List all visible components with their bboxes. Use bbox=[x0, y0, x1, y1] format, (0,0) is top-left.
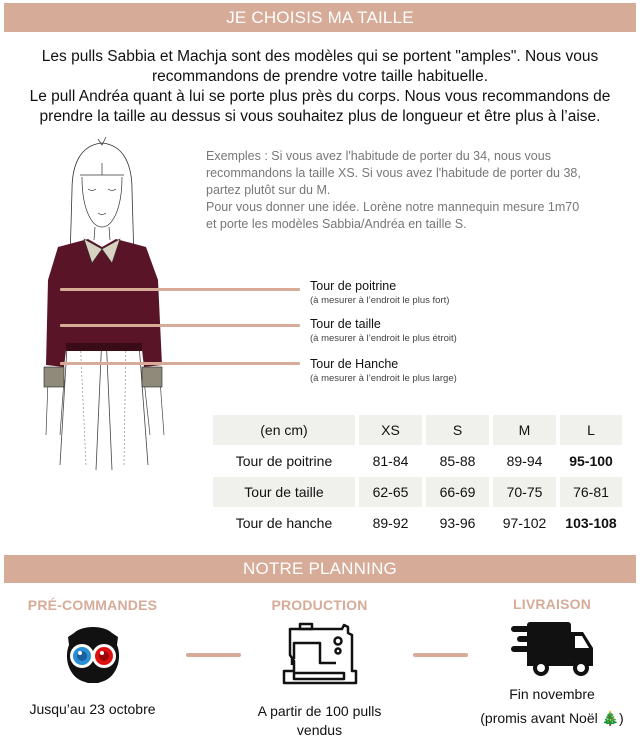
table-row bbox=[213, 508, 622, 539]
intro-text bbox=[10, 47, 630, 127]
examples-line: Pour vous donner une idée. Lorène notre mannequin mesure 1m70 bbox=[206, 200, 580, 214]
examples-text bbox=[206, 148, 626, 233]
examples-line: Exemples : Si vous avez l'habitude de porter du 34, nous vous bbox=[206, 149, 551, 163]
owl-icon bbox=[62, 623, 124, 685]
timeline-connector bbox=[186, 653, 241, 657]
table-cell: 76-81 bbox=[560, 477, 622, 507]
timeline-connector bbox=[413, 653, 468, 657]
step-desc-line: A partir de 100 pulls bbox=[257, 703, 382, 719]
step-desc bbox=[472, 682, 632, 730]
size-table bbox=[213, 415, 622, 539]
table-header-cell: (en cm) bbox=[213, 415, 355, 445]
step-production bbox=[237, 597, 402, 736]
table-cell: 97-102 bbox=[502, 515, 547, 531]
size-section-title: JE CHOISIS MA TAILLE bbox=[4, 3, 636, 32]
table-cell: 81-84 bbox=[372, 453, 409, 469]
table-header-cell: XS bbox=[359, 415, 422, 445]
step-desc: Jusqu’au 23 octobre bbox=[29, 701, 156, 717]
table-cell: 93-96 bbox=[439, 515, 476, 531]
table-cell: 85-88 bbox=[439, 453, 476, 469]
intro-line: Le pull Andréa quant à lui se porte plus près du corps. Nous vous recommandons de bbox=[29, 88, 611, 105]
measure-title: Tour de taille bbox=[310, 317, 381, 331]
step-desc-line: Fin novembre bbox=[509, 686, 595, 702]
measure-title: Tour de Hanche bbox=[310, 357, 399, 371]
model-illustration bbox=[40, 135, 170, 475]
table-row-label: Tour de hanche bbox=[235, 515, 333, 531]
chest-measure-line bbox=[60, 288, 300, 291]
sewing-machine-icon bbox=[280, 619, 360, 685]
step-desc-line: vendus bbox=[296, 722, 343, 736]
table-cell: 62-65 bbox=[359, 477, 422, 507]
table-cell: 66-69 bbox=[426, 477, 489, 507]
step-pre-orders bbox=[10, 597, 175, 719]
intro-line: Les pulls Sabbia et Machja sont des modèles qui se portent "amples". Nous vous bbox=[41, 48, 599, 65]
table-cell: 89-92 bbox=[372, 515, 409, 531]
measure-hint: (à mesurer à l’endroit le plus étroit) bbox=[310, 333, 457, 344]
intro-line: recommandons de prendre votre taille habituelle. bbox=[151, 68, 489, 85]
examples-line: et porte les modèles Sabbia/Andréa en taille S. bbox=[206, 217, 467, 231]
delivery-truck-icon bbox=[509, 616, 595, 678]
measure-hint: (à mesurer à l’endroit le plus fort) bbox=[310, 295, 450, 306]
table-header-row bbox=[213, 415, 622, 446]
table-cell: 95-100 bbox=[569, 453, 613, 469]
table-header-cell: L bbox=[560, 415, 622, 445]
step-title: LIVRAISON bbox=[512, 596, 592, 612]
table-row bbox=[213, 446, 622, 477]
waist-measure-line bbox=[60, 324, 300, 327]
examples-line: partez plutôt sur du M. bbox=[206, 183, 331, 197]
hip-measure-line bbox=[60, 362, 300, 365]
step-title: PRODUCTION bbox=[271, 597, 368, 613]
table-cell: 89-94 bbox=[506, 453, 543, 469]
measure-waist bbox=[310, 317, 457, 345]
table-cell: 70-75 bbox=[493, 477, 556, 507]
examples-line: recommandons la taille XS. Si vous avez l'habitude de porter du 38, bbox=[206, 166, 581, 180]
table-row-label: Tour de poitrine bbox=[235, 453, 333, 469]
planning-section-title: NOTRE PLANNING bbox=[4, 555, 636, 583]
table-header-cell: S bbox=[426, 415, 489, 445]
step-desc-line: (promis avant Noël 🎄) bbox=[480, 710, 624, 726]
measure-hint: (à mesurer à l’endroit le plus large) bbox=[310, 373, 457, 384]
table-row bbox=[213, 477, 622, 508]
measure-chest bbox=[310, 279, 449, 307]
step-delivery bbox=[472, 596, 632, 730]
measure-hip bbox=[310, 357, 457, 385]
table-header-cell: M bbox=[493, 415, 556, 445]
intro-line: prendre la taille au dessus si vous souhaitez plus de longueur et être plus à l’aise. bbox=[39, 108, 601, 125]
step-title: PRÉ-COMMANDES bbox=[27, 597, 158, 613]
step-desc bbox=[237, 702, 402, 736]
table-cell: 103-108 bbox=[565, 515, 617, 531]
table-row-label: Tour de taille bbox=[213, 477, 355, 507]
measure-title: Tour de poitrine bbox=[310, 279, 397, 293]
